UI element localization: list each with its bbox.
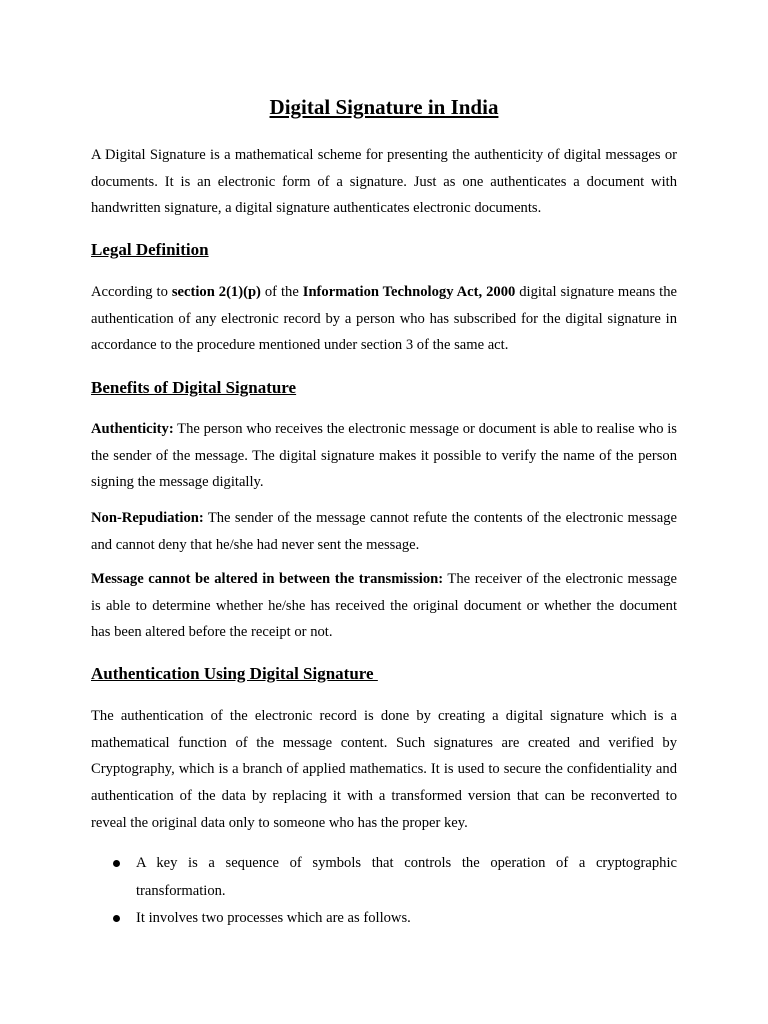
benefit-authenticity (91, 416, 677, 496)
legal-definition-paragraph (91, 279, 677, 359)
benefit-text: The person who receives the electronic message or document is able to realise who is the sender of the message. The digital signature makes it possible to verify the name of the person signing the message digitally. (91, 421, 677, 491)
benefit-text: The sender of the message cannot refute the contents of the electronic message and cannot deny that he/she had never sent the message. (91, 510, 677, 553)
benefits-heading: Benefits of Digital Signature (91, 378, 297, 397)
intro-paragraph: A Digital Signature is a mathematical scheme for presenting the authenticity of digital messages or documents. It is an electronic form of a signature. Just as one authenticates a document with handwritten signature, a digital signature authenticates electronic documents. (91, 147, 677, 217)
legal-definition-heading: Legal Definition (91, 240, 209, 259)
list-item-text: A key is a sequence of symbols that controls the operation of a cryptographic transformation. (136, 855, 677, 899)
benefit-label: Message cannot be altered in between the transmission: (91, 571, 444, 587)
legal-section-ref: section 2(1)(p) (171, 284, 261, 300)
benefit-integrity (91, 566, 677, 646)
benefit-label: Authenticity: (91, 421, 174, 437)
document-title: Digital Signature in India (269, 95, 499, 119)
list-item (91, 905, 677, 933)
authentication-paragraph: The authentication of the electronic record is done by creating a digital signature which is a mathematical function of the message content. Such signatures are created and verified by Cryptography, which is a branch of applied mathematics. It is used to secure the confidentiality and authentication of the data by replacing it with a transformed version that can be reconverted to reveal the original data only to someone who has the proper key. (91, 708, 677, 831)
list-item-text: It involves two processes which are as follows. (136, 910, 411, 926)
legal-text-1: According to (91, 284, 172, 300)
benefit-text: The receiver of the electronic message is able to determine whether he/she has received the original document or whether the document has been altered before the receipt or not. (91, 571, 677, 641)
list-item (91, 850, 677, 905)
legal-act-name: Information Technology Act, 2000 (302, 284, 516, 300)
legal-text-2: of the (260, 284, 303, 300)
authentication-bullet-list (91, 850, 677, 933)
legal-text-3: digital signature means the authentication of any electronic record by a person who has subscribed for the digital signature in accordance to the procedure mentioned under section 3 of the same act. (91, 284, 677, 354)
bullet-icon (113, 860, 120, 867)
benefit-label: Non-Repudiation: (91, 510, 204, 526)
benefit-non-repudiation (91, 505, 677, 558)
authentication-heading: Authentication Using Digital Signature (91, 664, 378, 683)
bullet-icon (113, 915, 120, 922)
